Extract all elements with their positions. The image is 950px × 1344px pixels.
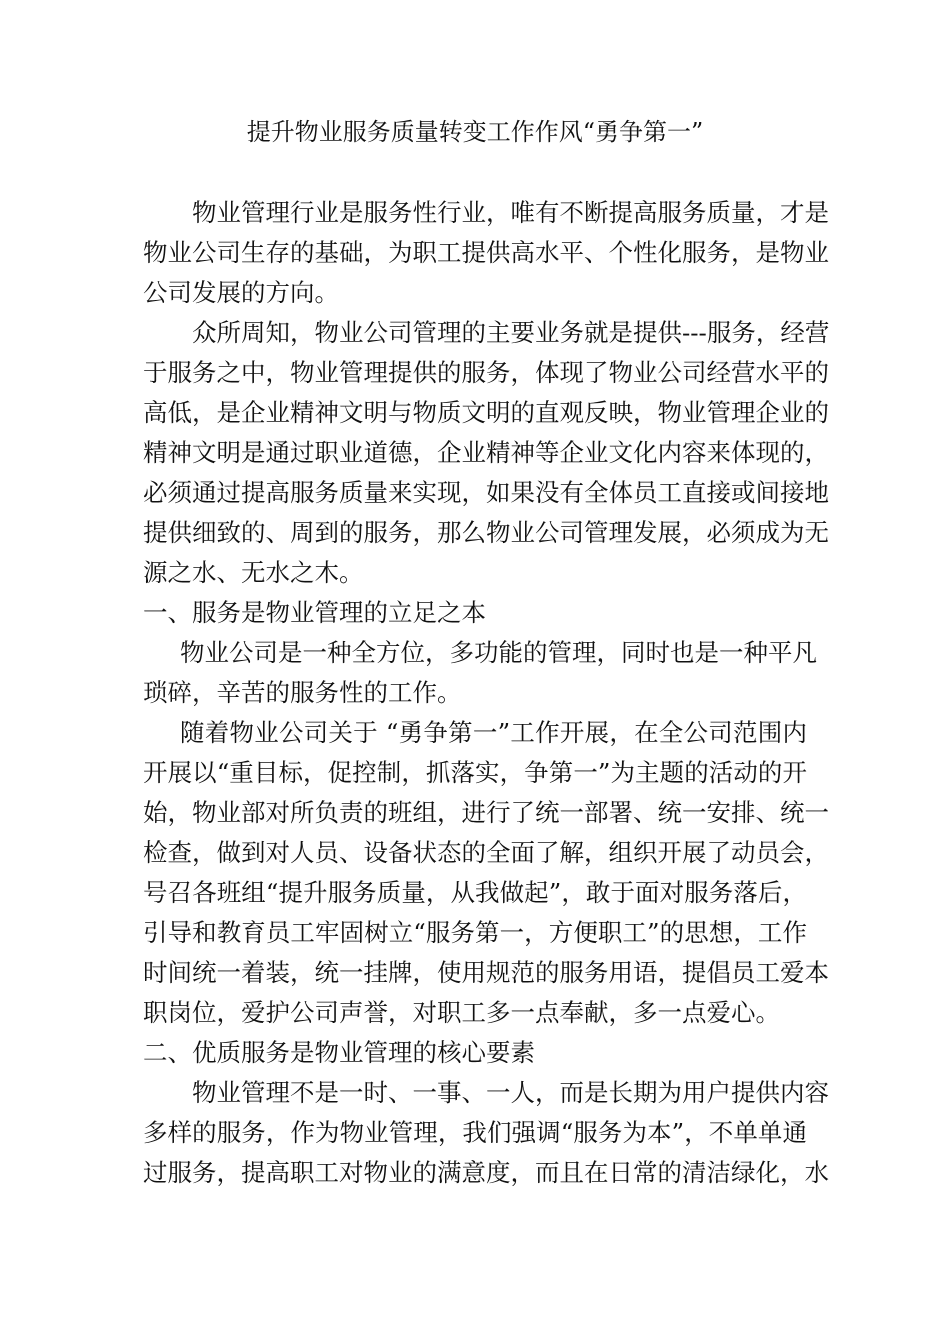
- paragraph-line: 精神文明是通过职业道德，企业精神等企业文化内容来体现的，: [143, 438, 829, 467]
- document-title: 提升物业服务质量转变工作作风“勇争第一”: [246, 118, 704, 146]
- paragraph-line: 检查，做到对人员、设备状态的全面了解，组织开展了动员会，: [143, 838, 829, 867]
- document-body: [143, 193, 830, 1193]
- paragraph-line: 物业管理行业是服务性行业，唯有不断提高服务质量，才是: [192, 198, 829, 227]
- paragraph-line: 时间统一着装，统一挂牌，使用规范的服务用语，提倡员工爱本: [143, 958, 829, 987]
- paragraph-line: 物业公司生存的基础，为职工提供高水平、个性化服务，是物业: [143, 238, 829, 267]
- paragraph-line: 源之水、无水之木。: [143, 558, 364, 587]
- paragraph-line: 引导和教育员工牢固树立“服务第一，方便职工”的思想，工作: [143, 918, 807, 947]
- paragraph-line: 开展以“重目标，促控制，抓落实，争第一”为主题的活动的开: [143, 758, 807, 787]
- paragraph-line: 琐碎，辛苦的服务性的工作。: [143, 678, 462, 707]
- paragraph-line: 物业公司是一种全方位，多功能的管理，同时也是一种平凡: [180, 638, 817, 667]
- paragraph-line: 众所周知，物业公司管理的主要业务就是提供---服务，经营: [192, 318, 830, 347]
- paragraph-line: 必须通过提高服务质量来实现，如果没有全体员工直接或间接地: [143, 478, 829, 507]
- paragraph-line: 提供细致的、周到的服务，那么物业公司管理发展，必须成为无: [143, 518, 829, 547]
- paragraph-line: 多样的服务，作为物业管理，我们强调“服务为本”，不单单通: [143, 1118, 807, 1147]
- section-heading: 二、优质服务是物业管理的核心要素: [143, 1038, 535, 1067]
- paragraph-line: 随着物业公司关于 “勇争第一”工作开展，在全公司范围内: [180, 718, 807, 747]
- paragraph-line: 于服务之中，物业管理提供的服务，体现了物业公司经营水平的: [143, 358, 829, 387]
- paragraph-line: 物业管理不是一时、一事、一人，而是长期为用户提供内容: [192, 1078, 829, 1107]
- paragraph-line: 公司发展的方向。: [143, 278, 339, 307]
- paragraph-line: 始，物业部对所负责的班组，进行了统一部署、统一安排、统一: [143, 798, 829, 827]
- section-heading: 一、服务是物业管理的立足之本: [143, 598, 486, 627]
- paragraph-line: 号召各班组“提升服务质量，从我做起”，敢于面对服务落后，: [143, 878, 807, 907]
- paragraph-line: 高低，是企业精神文明与物质文明的直观反映，物业管理企业的: [143, 398, 829, 427]
- paragraph-line: 过服务，提高职工对物业的满意度，而且在日常的清洁绿化，水: [143, 1158, 829, 1187]
- paragraph-line: 职岗位，爱护公司声誉，对职工多一点奉献，多一点爱心。: [143, 998, 780, 1027]
